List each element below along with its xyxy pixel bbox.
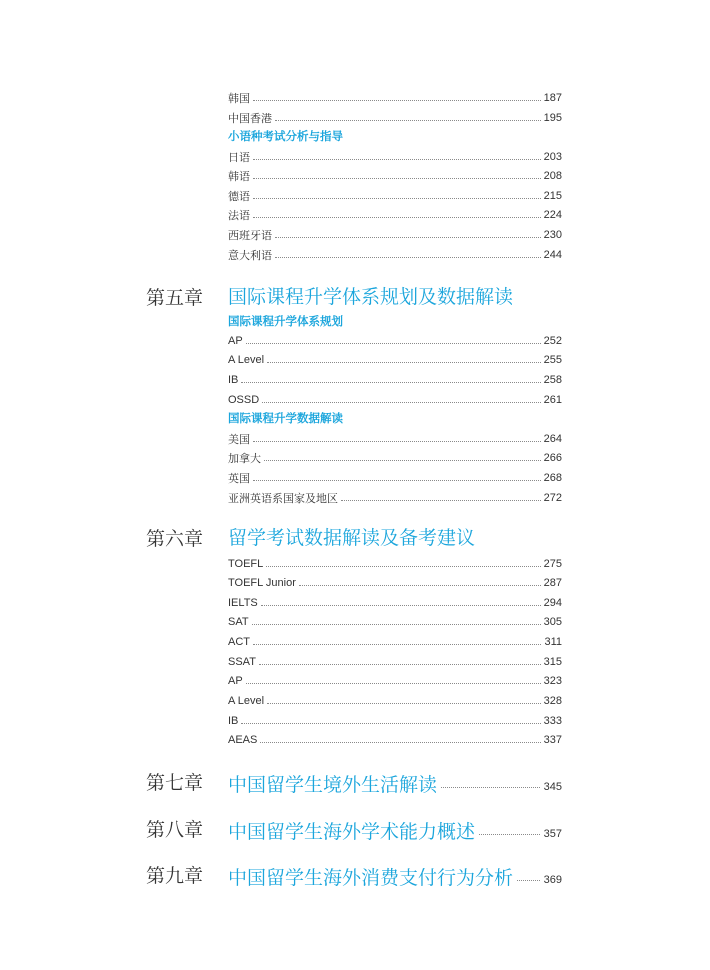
toc-leader-dots <box>517 880 540 881</box>
toc-leader-dots <box>252 624 541 625</box>
chapter-title[interactable]: 留学考试数据解读及备考建议 <box>228 528 476 549</box>
toc-entry-title: A Level <box>228 695 265 707</box>
toc-entry-page: 230 <box>543 229 562 241</box>
toc-entry-title: 法语 <box>228 210 250 222</box>
toc-entry[interactable] <box>228 450 562 466</box>
toc-leader-dots <box>275 120 541 121</box>
toc-leader-dots <box>267 362 541 363</box>
toc-leader-dots <box>441 787 540 788</box>
toc-entry-title: 韩国 <box>228 93 250 105</box>
toc-entry[interactable] <box>228 614 562 630</box>
toc-entry[interactable] <box>228 90 562 106</box>
chapter-number: 第六章 <box>146 528 204 550</box>
toc-entry-title: 英国 <box>228 473 250 485</box>
toc-leader-dots <box>241 723 540 724</box>
toc-entry[interactable] <box>228 634 562 650</box>
toc-entry-page: 272 <box>543 492 562 504</box>
toc-entry-page: 244 <box>543 249 562 261</box>
toc-leader-dots <box>246 343 541 344</box>
toc-entry-title: TOEFL Junior <box>228 577 296 589</box>
toc-entry-page: 258 <box>543 374 562 386</box>
chapter-page: 345 <box>543 781 562 793</box>
toc-leader-dots <box>275 257 541 258</box>
toc-leader-dots <box>262 402 540 403</box>
toc-entry[interactable] <box>228 431 562 447</box>
toc-entry-page: 305 <box>543 616 562 628</box>
toc-entry-title: IB <box>228 715 239 727</box>
toc-entry-title: IELTS <box>228 597 258 609</box>
toc-entry-page: 323 <box>543 675 562 687</box>
chapter-page: 369 <box>543 874 562 886</box>
toc-subsection-heading[interactable]: 国际课程升学体系规划 <box>228 316 343 328</box>
toc-entry-page: 187 <box>543 92 562 104</box>
toc-leader-dots <box>253 198 541 199</box>
toc-entry[interactable] <box>228 110 562 126</box>
toc-leader-dots <box>267 703 541 704</box>
toc-leader-dots <box>253 480 541 481</box>
toc-entry-title: 日语 <box>228 152 250 164</box>
toc-leader-dots <box>253 178 541 179</box>
toc-entry-title: A Level <box>228 354 265 366</box>
toc-leader-dots <box>299 585 541 586</box>
toc-entry[interactable] <box>228 227 562 243</box>
toc-entry[interactable] <box>228 207 562 223</box>
chapter-number: 第九章 <box>146 865 204 887</box>
chapter-title[interactable]: 国际课程升学体系规划及数据解读 <box>228 287 514 308</box>
toc-entry-title: AP <box>228 675 243 687</box>
toc-entry-title: 中国香港 <box>228 113 272 125</box>
toc-entry-title: 西班牙语 <box>228 230 272 242</box>
toc-entry-page: 252 <box>543 335 562 347</box>
toc-entry[interactable] <box>228 595 562 611</box>
toc-entry-page: 315 <box>543 656 562 668</box>
toc-entry-page: 224 <box>543 209 562 221</box>
toc-entry[interactable] <box>228 168 562 184</box>
toc-leader-dots <box>341 500 541 501</box>
toc-leader-dots <box>266 566 540 567</box>
chapter-number: 第五章 <box>146 287 204 309</box>
toc-entry-page: 208 <box>543 170 562 182</box>
toc-leader-dots <box>264 460 541 461</box>
toc-entry-title: 韩语 <box>228 171 250 183</box>
toc-entry-page: 333 <box>543 715 562 727</box>
toc-entry-page: 266 <box>543 452 562 464</box>
toc-entry-title: IB <box>228 374 239 386</box>
chapter-title: 中国留学生境外生活解读 <box>228 774 438 796</box>
toc-leader-dots <box>479 834 540 835</box>
toc-entry-page: 294 <box>543 597 562 609</box>
toc-entry[interactable] <box>228 188 562 204</box>
toc-entry[interactable] <box>228 149 562 165</box>
toc-leader-dots <box>261 605 541 606</box>
toc-entry-title: 加拿大 <box>228 453 261 465</box>
toc-entry-title: 德语 <box>228 191 250 203</box>
toc-subsection-heading[interactable]: 小语种考试分析与指导 <box>228 131 343 143</box>
toc-entry-title: AP <box>228 335 243 347</box>
toc-entry-page: 261 <box>543 394 562 406</box>
toc-leader-dots <box>253 159 541 160</box>
toc-leader-dots <box>246 683 541 684</box>
chapter-page: 357 <box>543 828 562 840</box>
toc-entry[interactable] <box>228 372 562 388</box>
toc-entry[interactable] <box>228 654 562 670</box>
chapter-number: 第七章 <box>146 772 204 794</box>
toc-entry[interactable] <box>228 556 562 572</box>
toc-entry-title: ACT <box>228 636 250 648</box>
toc-leader-dots <box>253 100 541 101</box>
toc-entry-title: AEAS <box>228 734 258 746</box>
chapter-line[interactable] <box>228 771 562 795</box>
toc-entry[interactable] <box>228 247 562 263</box>
toc-entry[interactable] <box>228 575 562 591</box>
toc-leader-dots <box>241 382 540 383</box>
toc-entry-page: 337 <box>543 734 562 746</box>
toc-leader-dots <box>259 664 541 665</box>
toc-entry[interactable] <box>228 352 562 368</box>
toc-entry-page: 215 <box>543 190 562 202</box>
toc-leader-dots <box>260 742 540 743</box>
toc-entry-title: OSSD <box>228 394 260 406</box>
chapter-title: 中国留学生海外消费支付行为分析 <box>228 867 514 889</box>
toc-entry-page: 203 <box>543 151 562 163</box>
toc-entry-page: 311 <box>544 636 562 648</box>
toc-entry-title: 意大利语 <box>228 250 272 262</box>
toc-entry[interactable] <box>228 693 562 709</box>
toc-entry-title: 美国 <box>228 434 250 446</box>
toc-entry-title: 亚洲英语系国家及地区 <box>228 493 338 505</box>
toc-entry-page: 268 <box>543 472 562 484</box>
toc-entry-page: 264 <box>543 433 562 445</box>
toc-entry-page: 195 <box>543 112 562 124</box>
toc-leader-dots <box>275 237 541 238</box>
toc-entry-title: SSAT <box>228 656 256 668</box>
chapter-line[interactable] <box>228 818 562 842</box>
toc-entry[interactable] <box>228 470 562 486</box>
toc-leader-dots <box>253 644 541 645</box>
toc-entry[interactable] <box>228 333 562 349</box>
toc-entry[interactable] <box>228 490 562 506</box>
toc-entry-page: 255 <box>543 354 562 366</box>
toc-entry-page: 328 <box>543 695 562 707</box>
toc-entry[interactable] <box>228 673 562 689</box>
toc-entry-page: 275 <box>543 558 562 570</box>
toc-entry-title: SAT <box>228 616 249 628</box>
toc-leader-dots <box>253 441 541 442</box>
chapter-number: 第八章 <box>146 819 204 841</box>
toc-entry-title: TOEFL <box>228 558 264 570</box>
toc-entry[interactable] <box>228 713 562 729</box>
toc-entry-page: 287 <box>543 577 562 589</box>
chapter-line[interactable] <box>228 864 562 888</box>
toc-entry[interactable] <box>228 392 562 408</box>
toc-leader-dots <box>253 217 541 218</box>
toc-entry[interactable] <box>228 732 562 748</box>
chapter-title: 中国留学生海外学术能力概述 <box>228 821 476 843</box>
toc-subsection-heading[interactable]: 国际课程升学数据解读 <box>228 413 343 425</box>
